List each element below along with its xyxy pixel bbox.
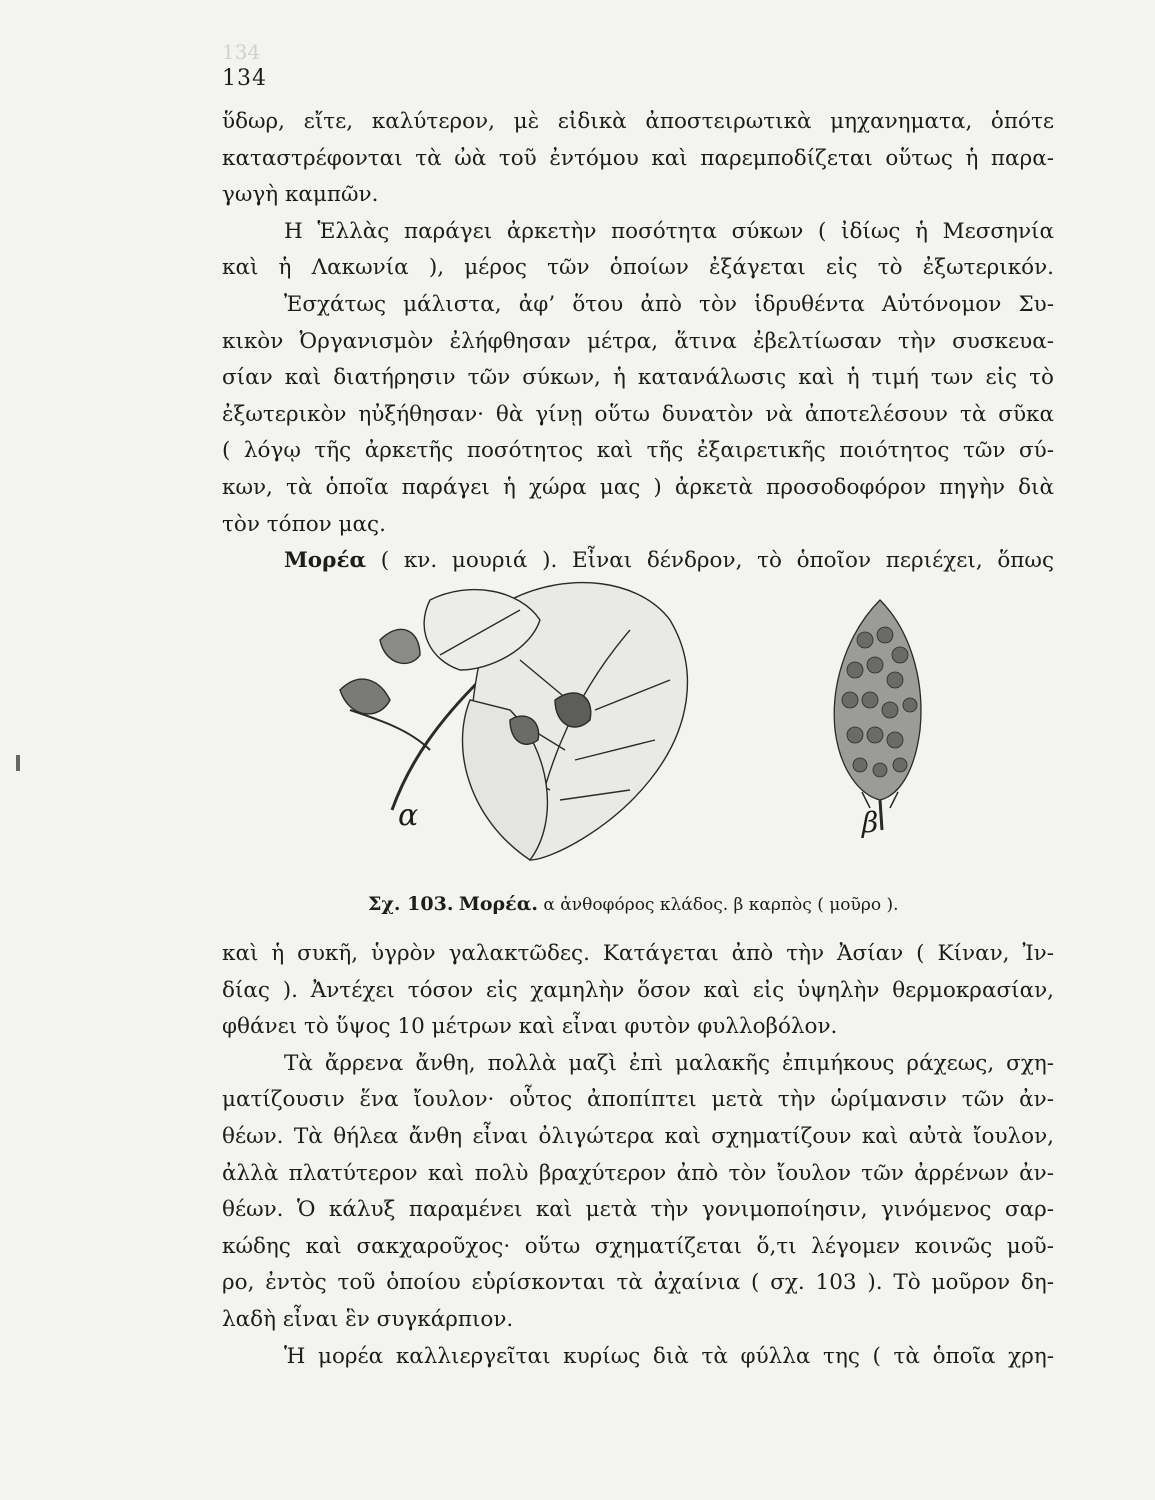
text-line: καταστρέφονται τὰ ὠὰ τοῦ ἐντόμου καὶ παρεμποδίζεται οὕτως ἡ παρα- — [222, 145, 1054, 171]
text-line: τὸν τόπον μας. — [222, 511, 386, 537]
text-line: κώδης καὶ σακχαροῦχος· οὕτω σχηματίζεται ὅ,τι λέγομεν κοινῶς μοῦ- — [222, 1233, 1054, 1259]
page-number: 134 — [222, 66, 267, 91]
text-line: κων, τὰ ὁποῖα παράγει ἡ χώρα μας ) ἀρκετὰ προσοδοφόρον πηγὴν διὰ — [222, 474, 1054, 500]
bleed-through-page-number: 134 — [222, 40, 261, 64]
figure-label-b: β — [862, 806, 879, 839]
flowering-branch-illustration — [340, 583, 687, 860]
text-line: Ἐσχάτως μάλιστα, ἀφ’ ὅτου ἀπὸ τὸν ἱδρυθέντα Αὐτόνομον Συ- — [284, 291, 1054, 317]
mulberry-fruit-illustration — [834, 600, 921, 830]
mulberry-figure — [310, 560, 930, 880]
text-line: Τὰ ἄρρενα ἄνθη, πολλὰ μαζὶ ἐπὶ μαλακῆς ἐπιμήκους ράχεως, σχη- — [284, 1050, 1054, 1076]
figure-label-a: α — [398, 798, 419, 833]
text-line: δίας ). Ἀντέχει τόσον εἰς χαμηλὴν ὅσον καὶ εἰς ὑψηλὴν θερμοκρασίαν, — [222, 977, 1054, 1003]
text-line: θέων. Τὰ θήλεα ἄνθη εἶναι ὀλιγώτερα καὶ σχηματίζουν καὶ αὐτὰ ἴουλον, — [222, 1123, 1054, 1149]
caption-figure-number: Σχ. 103. — [368, 893, 454, 915]
morea-heading-rest: ( κν. μουριά ). Εἶναι δένδρον, τὸ ὁποῖον περιέχει, ὅπως — [380, 548, 1054, 574]
caption-title: Μορέα. — [458, 893, 538, 915]
body-text-top — [222, 104, 1054, 580]
text-line: ρο, ἐντὸς τοῦ ὁποίου εὑρίσκονται τὰ ἀχαίνια ( σχ. 103 ). Τὸ μοῦρον δη- — [222, 1270, 1054, 1296]
margin-mark — [16, 755, 20, 771]
text-line: λαδὴ εἶναι ἓν συγκάρπιον. — [222, 1306, 514, 1332]
figure-caption — [368, 893, 899, 915]
morea-term: Μορέα — [284, 548, 367, 574]
text-line: Η Ἑλλὰς παράγει ἀρκετὴν ποσότητα σύκων ( ἰδίως ἡ Μεσσηνία — [284, 218, 1054, 244]
caption-text: α ἀνθοφόρος κλάδος. β καρπὸς ( μοῦρο ). — [543, 895, 899, 915]
text-line: ματίζουσιν ἕνα ἴουλον· οὗτος ἀποπίπτει μετὰ τὴν ὡρίμανσιν τῶν ἀν- — [222, 1087, 1054, 1113]
text-line: ἐξωτερικὸν ηὐξήθησαν· θὰ γίνῃ οὕτω δυνατὸν νὰ ἀποτελέσουν τὰ σῦκα — [222, 401, 1054, 427]
text-line: σίαν καὶ διατήρησιν τῶν σύκων, ἡ κατανάλωσις καὶ ἡ τιμή των εἰς τὸ — [222, 365, 1054, 391]
text-line: ὕδωρ, εἴτε, καλύτερον, μὲ εἰδικὰ ἀποστειρωτικὰ μηχανηματα, ὁπότε — [222, 109, 1054, 134]
text-line: καὶ ἡ συκῆ, ὑγρὸν γαλακτῶδες. Κατάγεται ἀπὸ τὴν Ἀσίαν ( Κίναν, Ἰν- — [222, 941, 1054, 966]
text-line: γωγὴ καμπῶν. — [222, 182, 379, 208]
text-line: ἀλλὰ πλατύτερον καὶ πολὺ βραχύτερον ἀπὸ τὸν ἴουλον τῶν ἀρρένων ἀν- — [222, 1160, 1054, 1186]
text-line: Ἡ μορέα καλλιεργεῖται κυρίως διὰ τὰ φύλλα της ( τὰ ὁποῖα χρη- — [284, 1343, 1054, 1369]
text-line: κικὸν Ὀργανισμὸν ἐλήφθησαν μέτρα, ἅτινα ἐβελτίωσαν τὴν συσκευα- — [222, 328, 1054, 354]
text-line: ( λόγῳ τῆς ἀρκετῆς ποσότητος καὶ τῆς ἐξαιρετικῆς ποιότητος τῶν σύ- — [222, 438, 1054, 464]
text-line: καὶ ἡ Λακωνία ), μέρος τῶν ὁποίων ἐξάγεται εἰς τὸ ἐξωτερικόν. — [222, 255, 1054, 281]
body-text-bottom — [222, 936, 1054, 1375]
text-line: φθάνει τὸ ὕψος 10 μέτρων καὶ εἶναι φυτὸν φυλλοβόλον. — [222, 1014, 838, 1040]
text-line: θέων. Ὁ κάλυξ παραμένει καὶ μετὰ τὴν γονιμοποίησιν, γινόμενος σαρ- — [222, 1197, 1054, 1223]
